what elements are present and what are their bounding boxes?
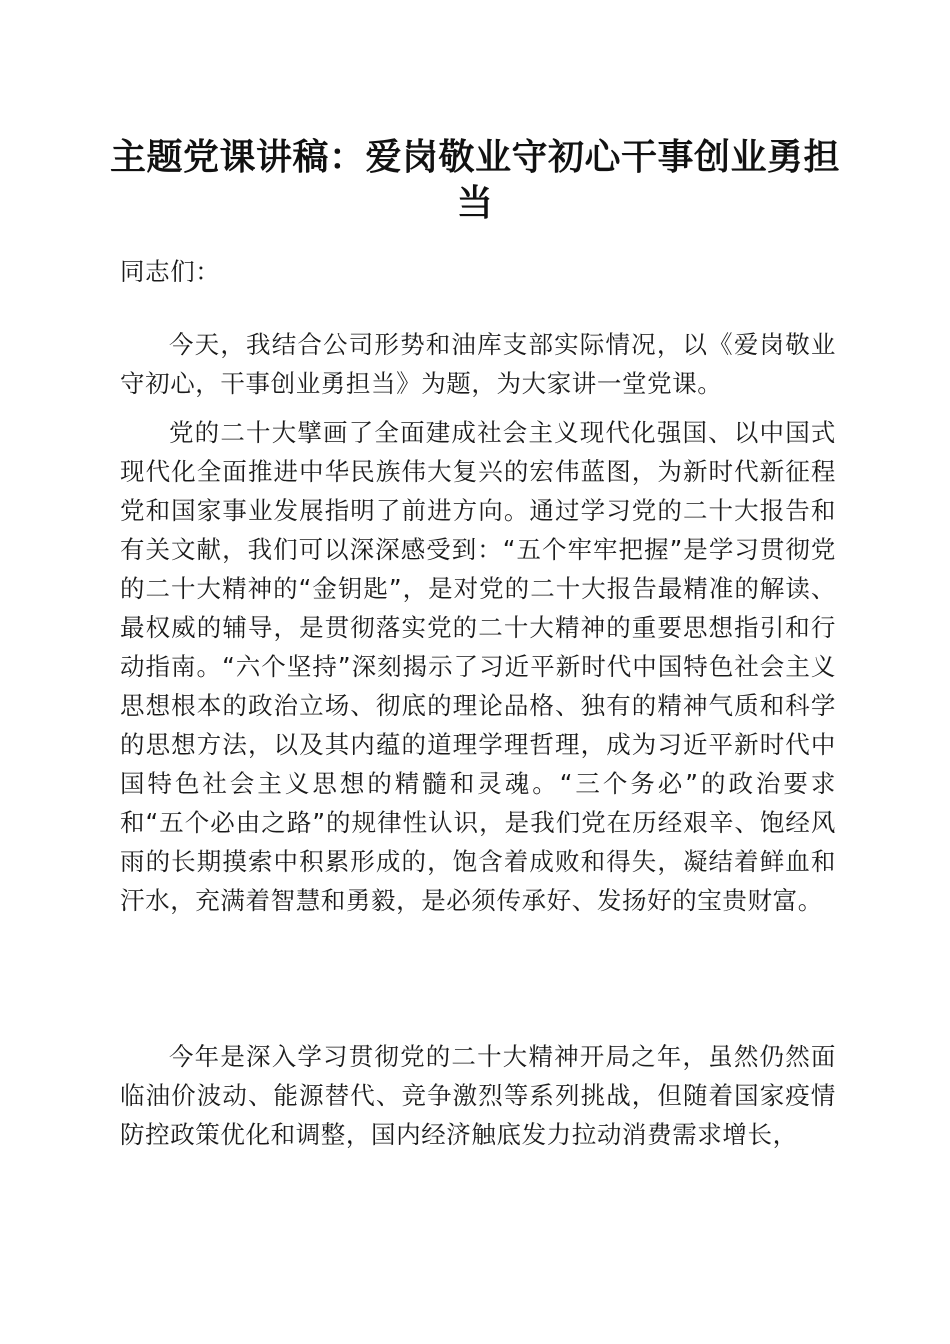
paragraph-this-year: 今年是深入学习贯彻党的二十大精神开局之年，虽然仍然面临油价波动、能源替代、竞争激烈等系列挑战，但随着国家疫情防控政策优化和调整，国内经济触底发力拉动消费需求增长， [120, 1042, 836, 1149]
document-title: 主题党课讲稿：爱岗敬业守初心干事创业勇担当 [110, 136, 841, 224]
paragraph-intro: 今天，我结合公司形势和油库支部实际情况，以《爱岗敬业守初心，干事创业勇担当》为题，为大家讲一堂党课。 [120, 330, 836, 398]
greeting: 同志们： [120, 257, 221, 286]
paragraph-congress: 党的二十大擘画了全面建成社会主义现代化强国、以中国式现代化全面推进中华民族伟大复兴的宏伟蓝图，为新时代新征程党和国家事业发展指明了前进方向。通过学习党的二十大报告和有关文献，我们可以深深感受到：“五个牢牢把握”是学习贯彻党的二十大精神的“金钥匙”，是对党的二十大报告最精准的解读、最权威的辅导，是贯彻落实党的二十大精神的重要思想指引和行动指南。“六个坚持”深刻揭示了习近平新时代中国特色社会主义思想根本的政治立场、彻底的理论品格、独有的精神气质和科学的思想方法，以及其内蕴的道理学理哲理，成为习近平新时代中国特色社会主义思想的精髓和灵魂。“三个务必”的政治要求和“五个必由之路”的规律性认识，是我们党在历经艰辛、饱经风雨的长期摸索中积累形成的，饱含着成败和得失，凝结着鲜血和汗水，充满着智慧和勇毅，是必须传承好、发扬好的宝贵财富。 [120, 418, 836, 915]
